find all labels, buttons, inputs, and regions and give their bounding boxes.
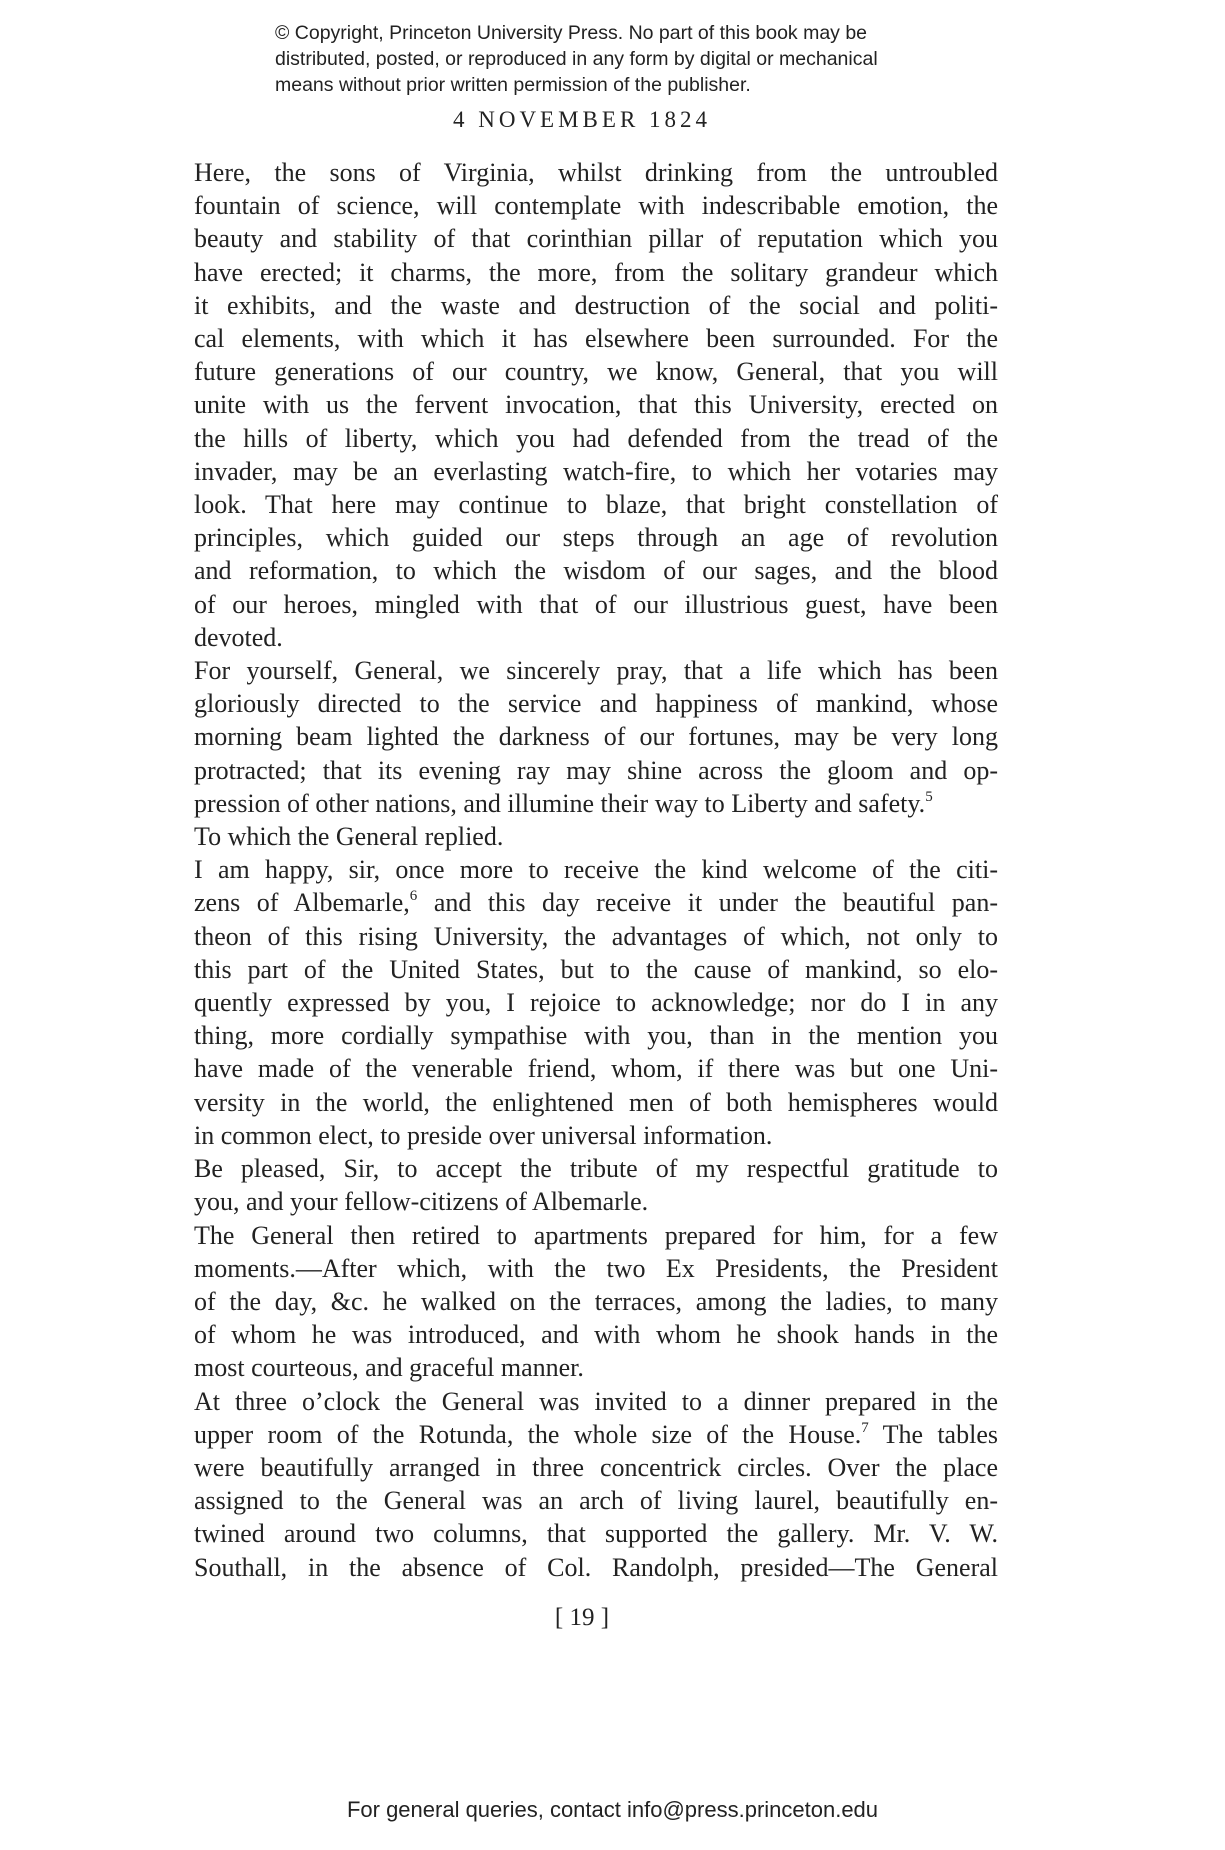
- paragraph: [166, 654, 998, 820]
- text-segment: and this day receive it under the beautiful pan-: [417, 888, 998, 918]
- text-segment: The tables: [868, 1419, 998, 1449]
- text-segment: upper room of the Rotunda, the whole size of the House.: [194, 1419, 862, 1449]
- text-line: versity in the world, the enlightened men of both hemispheres would: [194, 1087, 998, 1117]
- text-line: invader, may be an everlasting watch-fire, to which her votaries may: [194, 456, 998, 486]
- text-line: protracted; that its evening ray may shine across the gloom and op-: [194, 755, 998, 785]
- text-line: I am happy, sir, once more to receive the kind welcome of the citi-: [194, 855, 998, 885]
- text-line: For yourself, General, we sincerely pray, that a life which has been: [194, 656, 998, 686]
- contact-footer: For general queries, contact info@press.princeton.edu: [346, 1797, 879, 1822]
- text-line: gloriously directed to the service and happiness of mankind, whose: [194, 689, 998, 719]
- text-line: this part of the United States, but to the cause of mankind, so elo-: [194, 954, 998, 984]
- body-text: [166, 156, 998, 1584]
- text-line: morning beam lighted the darkness of our fortunes, may be very long: [194, 722, 998, 752]
- paragraph: [166, 1152, 998, 1218]
- footnote-marker: 7: [861, 1419, 869, 1436]
- page-number: [ 19 ]: [554, 1604, 610, 1631]
- text-line: of our heroes, mingled with that of our illustrious guest, have been: [194, 589, 998, 619]
- text-line: devoted.: [194, 622, 283, 652]
- text-line: [166, 1418, 998, 1451]
- text-line: unite with us the fervent invocation, that this University, erected on: [194, 390, 998, 420]
- text-line: look. That here may continue to blaze, that bright constellation of: [194, 490, 998, 520]
- text-line: beauty and stability of that corinthian pillar of reputation which you: [194, 224, 998, 254]
- text-line: theon of this rising University, the advantages of which, not only to: [194, 921, 998, 951]
- text-line: it exhibits, and the waste and destruction of the social and politi-: [194, 290, 998, 320]
- paragraph: [166, 853, 998, 1152]
- text-line: The General then retired to apartments prepared for him, for a few: [194, 1220, 998, 1250]
- text-line: were beautifully arranged in three concentrick circles. Over the place: [194, 1452, 998, 1482]
- text-line: principles, which guided our steps through an age of revolution: [194, 523, 998, 553]
- text-line: future generations of our country, we know, General, that you will: [194, 357, 998, 387]
- running-head: 4 NOVEMBER 1824: [452, 107, 712, 132]
- copyright-line: distributed, posted, or reproduced in any form by digital or mechanical: [275, 48, 878, 70]
- text-line: cal elements, with which it has elsewhere been surrounded. For the: [194, 324, 998, 354]
- text-line: thing, more cordially sympathise with you, than in the mention you: [194, 1021, 998, 1051]
- text-line: you, and your fellow-citizens of Albemarle.: [194, 1187, 649, 1217]
- text-line: the hills of liberty, which you had defended from the tread of the: [194, 423, 998, 453]
- text-line: [166, 886, 998, 919]
- paragraph: [166, 156, 998, 654]
- text-line: fountain of science, will contemplate with indescribable emotion, the: [194, 191, 998, 221]
- text-line: assigned to the General was an arch of living laurel, beautifully en-: [194, 1486, 998, 1516]
- text-segment: zens of Albemarle,: [194, 888, 410, 918]
- paragraph: [166, 820, 998, 853]
- text-line: have made of the venerable friend, whom, if there was but one Uni-: [194, 1054, 998, 1084]
- text-line: of the day, &c. he walked on the terraces, among the ladies, to many: [194, 1286, 998, 1316]
- text-line: At three o’clock the General was invited to a dinner prepared in the: [194, 1386, 998, 1416]
- text-segment: pression of other nations, and illumine their way to Liberty and safety.: [194, 788, 926, 818]
- text-line: in common elect, to preside over universal information.: [194, 1120, 773, 1150]
- copyright-notice: [275, 20, 1035, 98]
- text-line: most courteous, and graceful manner.: [194, 1353, 584, 1383]
- text-line: have erected; it charms, the more, from the solitary grandeur which: [194, 257, 998, 287]
- text-line: To which the General replied.: [194, 822, 504, 852]
- copyright-line: means without prior written permission of the publisher.: [275, 74, 751, 96]
- text-line: and reformation, to which the wisdom of our sages, and the blood: [194, 556, 998, 586]
- text-line: Be pleased, Sir, to accept the tribute of my respectful gratitude to: [194, 1154, 998, 1184]
- text-line: [166, 787, 998, 820]
- text-line: moments.—After which, with the two Ex Presidents, the President: [194, 1253, 998, 1283]
- footnote-marker: 6: [409, 888, 418, 905]
- text-line: quently expressed by you, I rejoice to acknowledge; nor do I in any: [194, 988, 998, 1018]
- text-line: of whom he was introduced, and with whom he shook hands in the: [194, 1320, 998, 1350]
- footnote-marker: 5: [925, 788, 933, 805]
- text-line: Southall, in the absence of Col. Randolph, presided—The General: [194, 1552, 998, 1582]
- text-line: twined around two columns, that supported the gallery. Mr. V. W.: [194, 1519, 998, 1549]
- copyright-line: © Copyright, Princeton University Press. No part of this book may be: [275, 22, 868, 44]
- paragraph: [166, 1385, 998, 1584]
- text-line: Here, the sons of Virginia, whilst drinking from the untroubled: [194, 158, 998, 187]
- paragraph: [166, 1219, 998, 1385]
